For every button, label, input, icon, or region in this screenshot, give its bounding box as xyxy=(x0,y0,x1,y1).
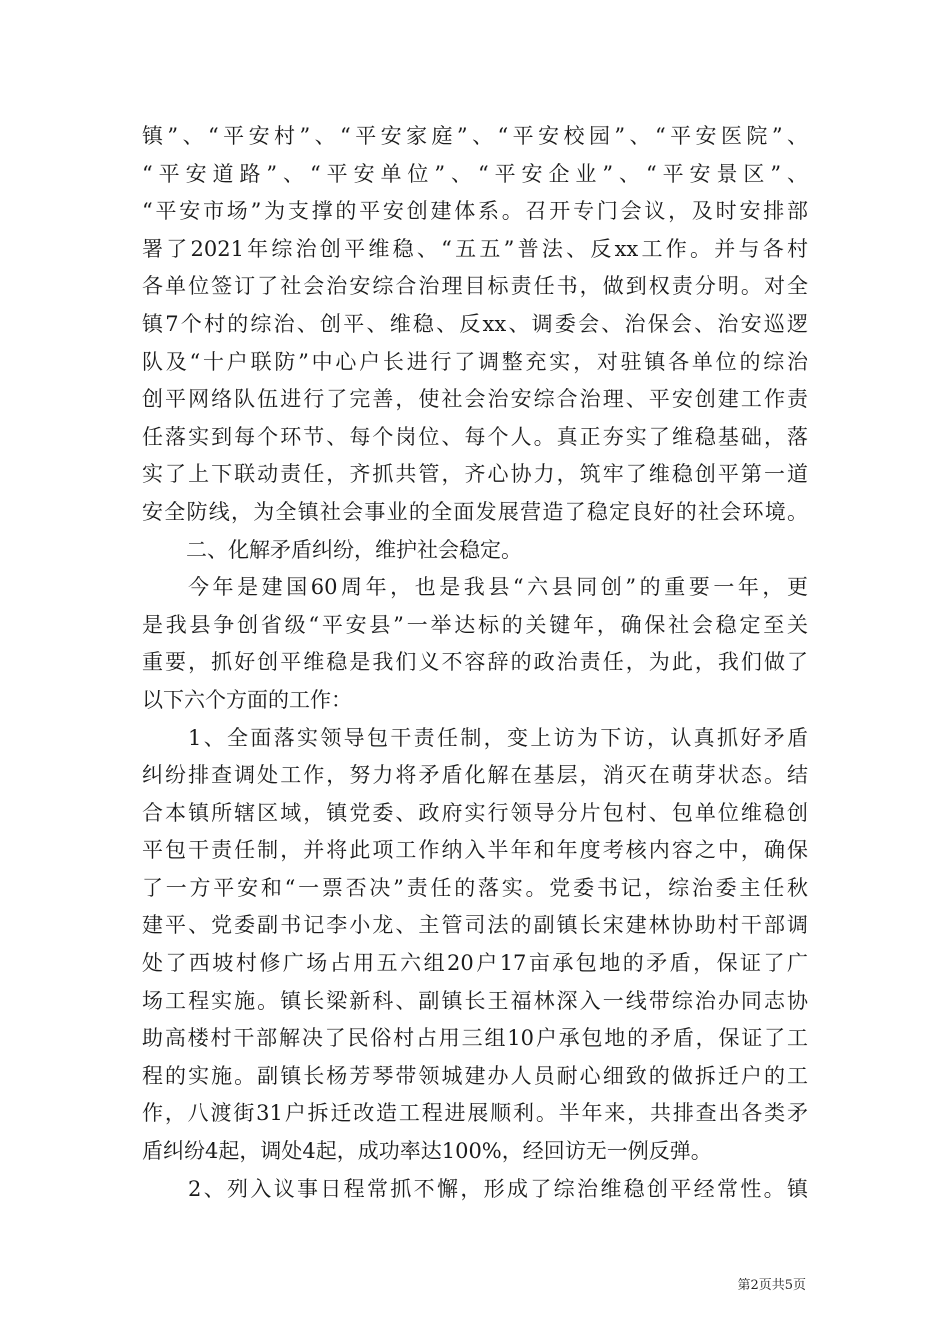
section-heading: 二、化解矛盾纠纷，维护社会稳定。 xyxy=(186,537,522,562)
text-line: 实了上下联动责任，齐抓共管，齐心协力，筑牢了维稳创平第一道 xyxy=(142,462,808,487)
text-line: 1、全面落实领导包干责任制，变上访为下访，认真抓好矛盾 xyxy=(188,725,808,750)
text-line: 盾纠纷4起，调处4起，成功率达100%，经回访无一例反弹。 xyxy=(142,1139,712,1164)
text-line: “平安市场”为支撑的平安创建体系。召开专门会议，及时安排部 xyxy=(142,199,808,224)
text-line: 合本镇所辖区域，镇党委、政府实行领导分片包村、包单位维稳创 xyxy=(142,800,808,825)
text-line: “平安道路”、“平安单位”、“平安企业”、“平安景区”、 xyxy=(142,161,808,186)
text-line: 今年是建国60周年，也是我县“六县同创”的重要一年，更 xyxy=(188,575,808,600)
text-line: 2、列入议事日程常抓不懈，形成了综治维稳创平经常性。镇 xyxy=(188,1176,808,1201)
text-line: 署了2021年综治创平维稳、“五五”普法、反xx工作。并与各村 xyxy=(142,236,808,261)
text-line: 镇7个村的综治、创平、维稳、反xx、调委会、治保会、治安巡逻 xyxy=(142,311,808,336)
text-line: 处了西坡村修广场占用五六组20户17亩承包地的矛盾，保证了广 xyxy=(142,951,808,976)
text-line: 作，八渡街31户拆迁改造工程进展顺利。半年来，共排查出各类矛 xyxy=(142,1101,808,1126)
text-line: 镇”、“平安村”、“平安家庭”、“平安校园”、“平安医院”、 xyxy=(142,124,808,148)
text-line: 场工程实施。镇长梁新科、副镇长王福林深入一线带综治办同志协 xyxy=(142,988,808,1013)
text-line: 了一方平安和“一票否决”责任的落实。党委书记，综治委主任秋 xyxy=(142,875,808,900)
text-line: 助高楼村干部解决了民俗村占用三组10户承包地的矛盾，保证了工 xyxy=(142,1026,808,1051)
page-number: 第2页共5页 xyxy=(737,1278,806,1293)
text-line: 是我县争创省级“平安县”一举达标的关键年，确保社会稳定至关 xyxy=(142,612,808,637)
text-line: 创平网络队伍进行了完善，使社会治安综合治理、平安创建工作责 xyxy=(142,387,808,412)
text-line: 安全防线，为全镇社会事业的全面发展营造了稳定良好的社会环境。 xyxy=(142,499,808,524)
text-line: 队及“十户联防”中心户长进行了调整充实，对驻镇各单位的综治 xyxy=(142,349,808,374)
text-line: 任落实到每个环节、每个岗位、每个人。真正夯实了维稳基础，落 xyxy=(142,424,808,449)
text-line: 建平、党委副书记李小龙、主管司法的副镇长宋建林协助村干部调 xyxy=(142,913,808,938)
text-line: 各单位签订了社会治安综合治理目标责任书，做到权责分明。对全 xyxy=(142,274,808,299)
text-line: 平包干责任制，并将此项工作纳入半年和年度考核内容之中，确保 xyxy=(142,838,808,863)
text-line: 以下六个方面的工作： xyxy=(142,687,352,712)
text-line: 重要，抓好创平维稳是我们义不容辞的政治责任，为此，我们做了 xyxy=(142,650,808,675)
text-line: 程的实施。副镇长杨芳琴带领城建办人员耐心细致的做拆迁户的工 xyxy=(142,1063,808,1088)
text-line: 纠纷排查调处工作，努力将矛盾化解在基层，消灭在萌芽状态。结 xyxy=(142,763,808,788)
document-body xyxy=(142,118,808,1208)
